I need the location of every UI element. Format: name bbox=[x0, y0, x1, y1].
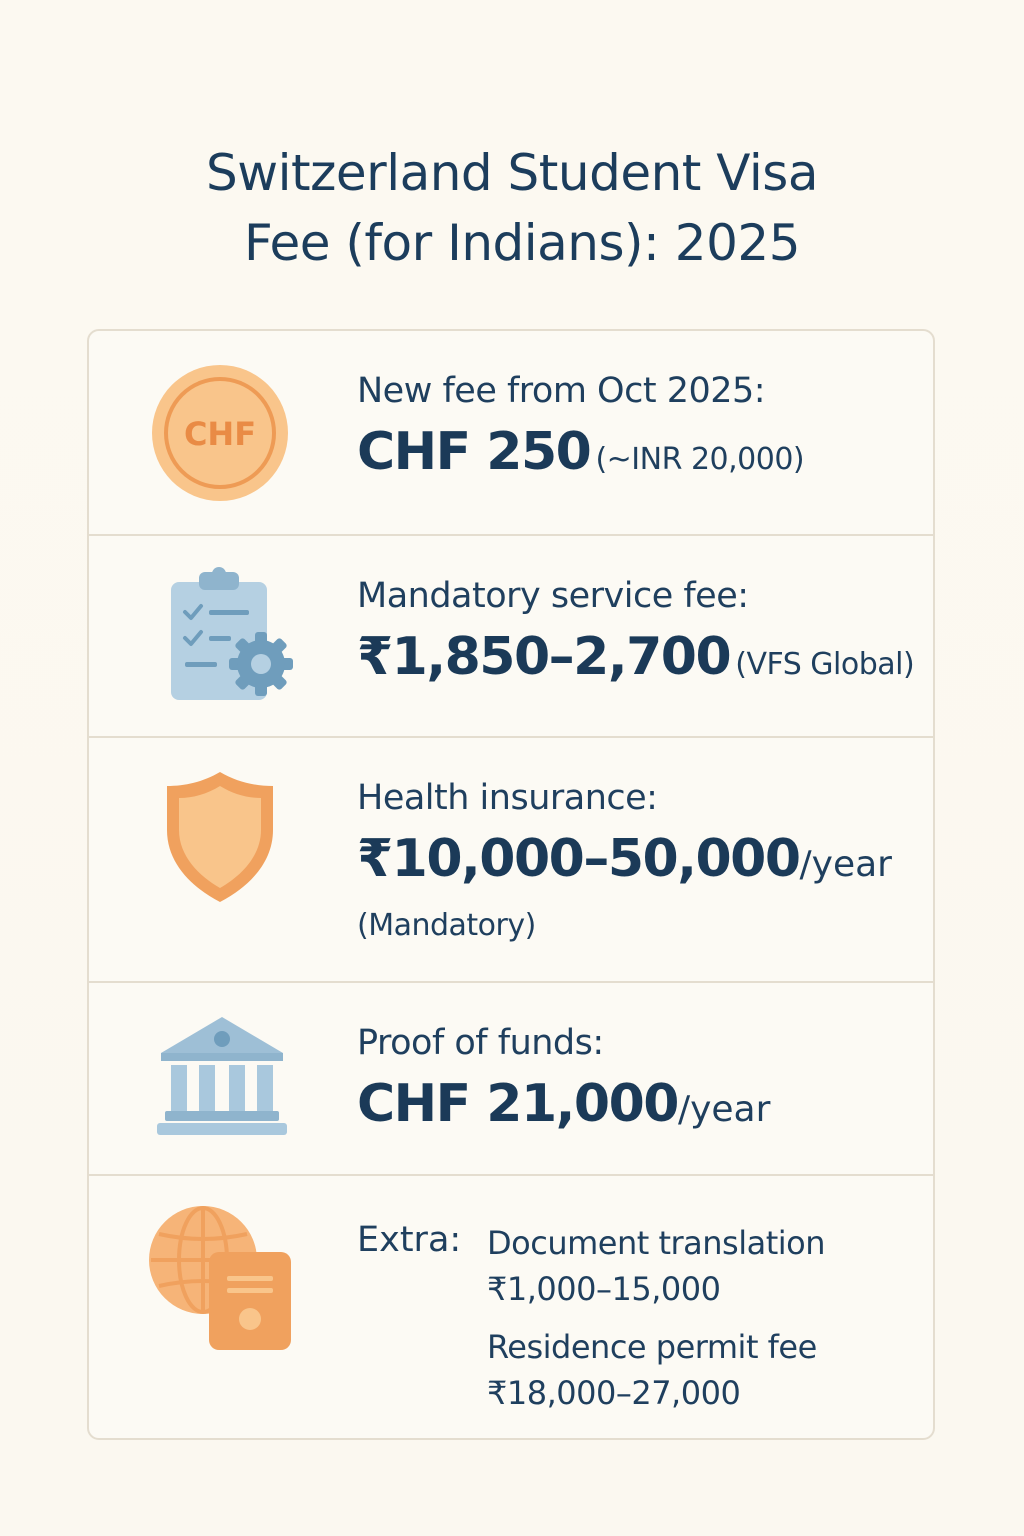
health-insurance-note: (Mandatory) bbox=[357, 908, 536, 943]
health-insurance-label: Health insurance: bbox=[357, 778, 658, 818]
extra-item-permit-name: Residence permit fee bbox=[487, 1328, 817, 1366]
page-title bbox=[0, 138, 1024, 278]
row-proof-of-funds bbox=[89, 983, 933, 1176]
clipboard-gear-icon bbox=[167, 566, 297, 710]
row-new-fee bbox=[89, 331, 933, 536]
new-fee-text bbox=[357, 369, 804, 497]
extras-label: Extra: bbox=[357, 1220, 462, 1260]
coin-text: CHF bbox=[183, 415, 257, 453]
health-insurance-unit: /year bbox=[799, 844, 892, 885]
proof-of-funds-unit: /year bbox=[677, 1089, 771, 1130]
proof-of-funds-label: Proof of funds: bbox=[357, 1023, 604, 1063]
bank-icon bbox=[157, 1013, 287, 1141]
row-extras bbox=[89, 1176, 933, 1440]
service-fee-text bbox=[357, 574, 914, 702]
proof-of-funds-value: CHF 21,000 bbox=[357, 1074, 678, 1134]
extra-item-translation-amount: ₹1,000–15,000 bbox=[487, 1270, 721, 1308]
new-fee-label: New fee from Oct 2025: bbox=[357, 371, 766, 411]
service-fee-note: (VFS Global) bbox=[735, 647, 915, 682]
row-health-insurance bbox=[89, 738, 933, 983]
title-line-1: Switzerland Student Visa bbox=[206, 144, 818, 202]
chf-coin-icon bbox=[151, 364, 289, 506]
new-fee-note: (~INR 20,000) bbox=[595, 442, 805, 477]
service-fee-label: Mandatory service fee: bbox=[357, 576, 749, 616]
shield-icon bbox=[163, 768, 277, 910]
service-fee-value: ₹1,850–2,700 bbox=[357, 627, 731, 687]
extra-item-permit-amount: ₹18,000–27,000 bbox=[487, 1374, 741, 1412]
proof-of-funds-text bbox=[357, 1021, 770, 1149]
health-insurance-value: ₹10,000–50,000 bbox=[357, 829, 800, 889]
extra-item-translation-name: Document translation bbox=[487, 1224, 826, 1262]
row-service-fee bbox=[89, 536, 933, 738]
new-fee-value: CHF 250 bbox=[357, 422, 591, 482]
health-insurance-text bbox=[357, 776, 892, 948]
globe-passport-icon bbox=[147, 1204, 295, 1358]
extras-list bbox=[487, 1220, 825, 1416]
fee-card bbox=[87, 329, 935, 1440]
title-line-2: Fee (for Indians): 2025 bbox=[243, 214, 801, 272]
